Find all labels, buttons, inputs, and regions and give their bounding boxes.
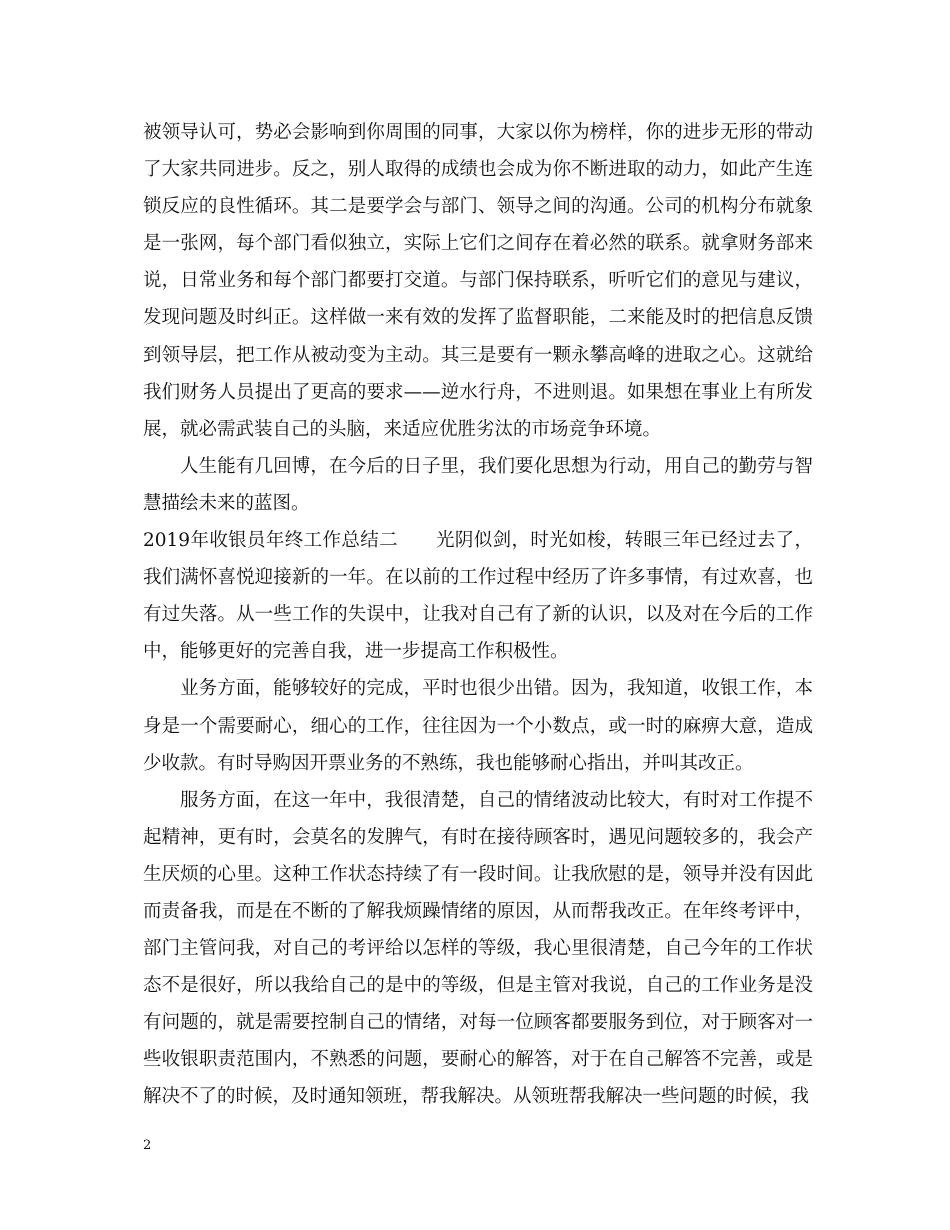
section-title: 2019年收银员年终工作总结二 — [143, 530, 398, 552]
paragraph-1-text: 被领导认可，势必会影响到你周围的同事，大家以你为榜样，你的进步无形的带动了大家共同进步。反之，别人取得的成绩也会成为你不断进取的动力，如此产生连锁反应的良性循环。其二是要学会与部门、领导之间的沟通。公司的机构分布就象是一张网，每个部门看似独立，实际上它们之间存在着必然的联系。就拿财务部来说，日常业务和每个部门都要打交道。与部门保持联系，听听它们的意见与建议，发现问题及时纠正。这样做一来有效的发挥了监督职能，二来能及时的把信息反馈到领导层，把工作从被动变为主动。其三是要有一颗永攀高峰的进取之心。这就给我们财务人员提出了更高的要求——逆水行舟，不进则退。如果想在事业上有所发展，就必需武装自己的头脑，来适应优胜劣汰的市场竞争环境。 — [143, 122, 813, 440]
page-number: 2 — [143, 1138, 152, 1153]
paragraph-4 — [143, 670, 813, 781]
paragraph-2 — [143, 448, 813, 522]
paragraph-5-text: 服务方面，在这一年中，我很清楚，自己的情绪波动比较大，有时对工作提不起精神，更有时，会莫名的发脾气，有时在接待顾客时，遇见问题较多的，我会产生厌烦的心里。这种工作状态持续了有一段时间。让我欣慰的是，领导并没有因此而责备我，而是在不断的了解我烦躁情绪的原因，从而帮我改正。在年终考评中，部门主管问我，对自己的考评给以怎样的等级，我心里很清楚，自己今年的工作状态不是很好，所以我给自己的是中的等级，但是主管对我说，自己的工作业务是没有问题的，就是需要控制自己的情绪，对每一位顾客都要服务到位，对于顾客对一些收银职责范围内，不熟悉的问题，要耐心的解答，对于在自己解答不完善，或是解决不了的时候，及时通知领班，帮我解决。从领班帮我解决一些问题的时候，我 — [143, 789, 813, 1108]
paragraph-1 — [143, 114, 813, 448]
paragraph-3-text: 光阴似剑，时光如梭，转眼三年已经过去了，我们满怀喜悦迎接新的一年。在以前的工作过程中经历了许多事情，有过欢喜，也有过失落。从一些工作的失误中，让我对自己有了新的认识，以及对在今后的工作中，能够更好的完善自我，进一步提高工作积极性。 — [143, 530, 813, 663]
document-body — [143, 114, 813, 1116]
paragraph-4-text: 业务方面，能够较好的完成，平时也很少出错。因为，我知道，收银工作，本身是一个需要耐心，细心的工作，往往因为一个小数点，或一时的麻痹大意，造成少收款。有时导购因开票业务的不熟练，我也能够耐心指出，并叫其改正。 — [143, 678, 813, 774]
paragraph-5 — [143, 782, 813, 1116]
paragraph-2-text: 人生能有几回博，在今后的日子里，我们要化思想为行动，用自己的勤劳与智慧描绘未来的蓝图。 — [143, 455, 813, 514]
paragraph-3 — [143, 522, 813, 670]
